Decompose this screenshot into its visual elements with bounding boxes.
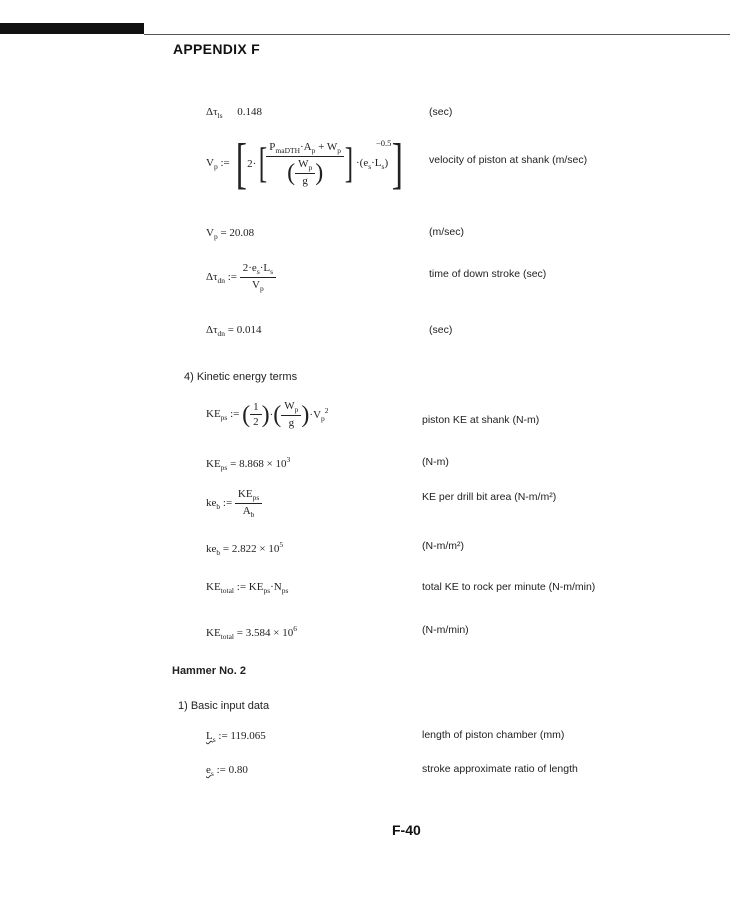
note-ketotal-value: (N-m/min) [422, 624, 469, 636]
section-basic-input: 1) Basic input data [178, 700, 270, 712]
eq-es-assignment: $e_s$ := 0.80 [206, 764, 248, 778]
eq-dt-dn-value: $\Delta\tau_{dn} = 0.014$ [206, 324, 262, 338]
note-dt-dn-value: (sec) [429, 324, 453, 336]
note-ke-value: (N-m) [422, 456, 449, 468]
eq-vp-exponent: −0.5 [376, 138, 392, 148]
section-kinetic-energy: 4) Kinetic energy terms [184, 371, 298, 383]
eq-ke-definition: $KE_{ps}$ := ( $\frac{1}{2}$ )·( $\frac{W_p}{g}$ )$\cdot V_p^2$ [206, 400, 329, 429]
note-keb-value: (N-m/m²) [422, 540, 464, 552]
note-dt-ls: (sec) [429, 106, 453, 118]
note-keb-definition: KE per drill bit area (N-m/m²) [422, 491, 557, 503]
note-ketotal-definition: total KE to rock per minute (N-m/min) [422, 581, 596, 593]
eq-ls-assignment: $L_s$ := 119.065 [206, 730, 266, 744]
note-ls: length of piston chamber (mm) [422, 729, 565, 741]
eq-vp-definition: $V_p$ := [2·[ $P_{maDTH}\cdot A_p + W_p$ ( $\frac{W_p}{g}$ ) ] $\cdot(e_s\cdot L_s)$] [206, 133, 404, 195]
eq-ke-value: $KE_{ps} = 8.868 \times 10^3$ [206, 455, 291, 472]
eq-ketotal-definition: $KE_{total}$ := $KE_{ps}\cdot N_{ps}$ [206, 581, 289, 595]
page-number: F-40 [392, 822, 421, 838]
note-ke-definition: piston KE at shank (N-m) [422, 414, 540, 426]
eq-keb-value: $ke_b = 2.822 \times 10^5$ [206, 540, 284, 557]
note-vp-definition: velocity of piston at shank (m/sec) [429, 154, 588, 166]
hammer-2-heading: Hammer No. 2 [172, 665, 246, 677]
eq-dt-ls: $\Delta\tau_{ls}$ 0.148 [206, 106, 263, 120]
note-es: stroke approximate ratio of length [422, 763, 578, 775]
note-vp-value: (m/sec) [429, 226, 464, 238]
note-dt-dn-definition: time of down stroke (sec) [429, 268, 547, 280]
eq-vp-value: $V_p = 20.08$ [206, 227, 255, 241]
header-rule [144, 34, 730, 35]
eq-dt-dn-definition: $\Delta\tau_{dn}$ := $\frac{2\cdot e_s\cdot L_s}{V_p}$ [206, 262, 276, 293]
header-black-bar [0, 23, 144, 34]
appendix-title: APPENDIX F [173, 41, 261, 57]
eq-ketotal-value: $KE_{total} = 3.584 \times 10^6$ [206, 624, 297, 641]
eq-keb-definition: $ke_b$ := $\frac{KE_{ps}}{A_b}$ [206, 488, 262, 519]
